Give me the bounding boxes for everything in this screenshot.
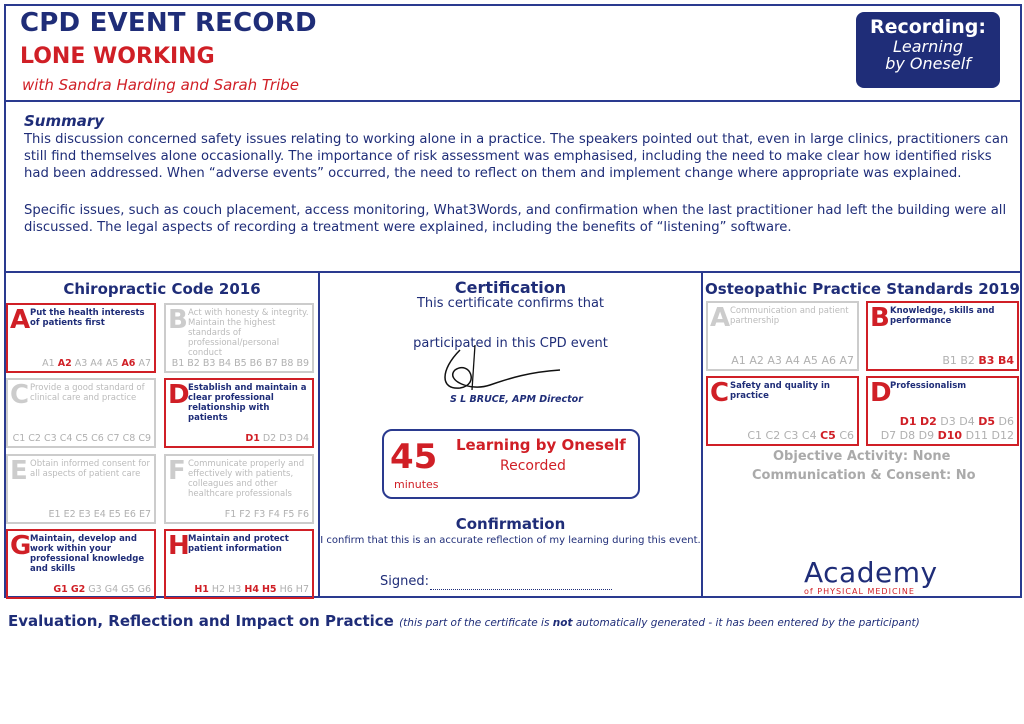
subcode: B6	[249, 358, 263, 369]
code-letter: A	[710, 303, 731, 333]
code-description: Put the health interests of patients first	[30, 308, 145, 328]
badge-line2: Learning	[892, 37, 964, 56]
subcode: C5	[75, 433, 89, 444]
evaluation-note	[399, 617, 920, 629]
director-signature	[430, 340, 570, 395]
note-pre: (this part of the certificate is	[399, 617, 553, 629]
subcode: C2	[28, 433, 41, 444]
code-subcodes	[13, 433, 151, 444]
academy-logo-subtitle: of PHYSICAL MEDICINE	[804, 587, 915, 596]
chiro-code-box-d	[164, 378, 314, 448]
subcode: B4	[997, 354, 1014, 367]
subcode: D2	[920, 415, 937, 428]
summary-box	[4, 101, 1022, 271]
code-subcodes	[942, 354, 1014, 367]
osteo-standard-box-a	[706, 301, 859, 371]
code-letter: F	[168, 456, 186, 486]
subcode: D10	[937, 429, 963, 442]
divider	[701, 271, 703, 598]
code-description: Safety and quality in practice	[730, 381, 830, 401]
code-subcodes	[172, 358, 309, 369]
presenters: with Sandra Harding and Sarah Tribe	[22, 76, 300, 94]
subcode: F6	[297, 509, 309, 520]
subcode: F2	[239, 509, 251, 520]
code-subcodes	[53, 584, 151, 595]
subcode: F5	[282, 509, 295, 520]
code-description: Establish and maintain a clear professional relationship with patients	[188, 383, 307, 423]
code-subcodes	[747, 429, 854, 442]
code-letter: D	[870, 378, 892, 408]
subcode: G2	[70, 584, 86, 595]
minutes-label: minutes	[394, 478, 439, 491]
subcode: B3	[978, 354, 995, 367]
subcode: E1	[48, 509, 61, 520]
chiro-code-box-g	[6, 529, 156, 599]
subcode: E2	[63, 509, 76, 520]
subcode: H3	[228, 584, 242, 595]
subcode: C1	[12, 433, 26, 444]
summary-heading: Summary	[24, 112, 105, 130]
communication-consent	[752, 468, 976, 483]
learning-status: Recorded	[500, 458, 566, 474]
subcode: C8	[122, 433, 136, 444]
subcode: A6	[821, 354, 836, 367]
confirmation-text: I confirm that this is an accurate reflection of my learning during this event.	[320, 535, 701, 546]
subcode: C2	[765, 429, 781, 442]
subcode: H4	[244, 584, 259, 595]
subcode: A5	[105, 358, 119, 369]
subcode: A3	[74, 358, 88, 369]
subcode: G6	[137, 584, 151, 595]
subcode: B8	[280, 358, 294, 369]
subcode: C7	[106, 433, 120, 444]
code-subcodes	[881, 429, 1014, 442]
subcode: A2	[749, 354, 764, 367]
subcode: A7	[138, 358, 151, 369]
subcode: D4	[295, 433, 309, 444]
subcode: E3	[78, 509, 91, 520]
certification-line2: participated in this CPD event	[413, 336, 608, 351]
subcode: D12	[991, 429, 1014, 442]
subcode: B5	[234, 358, 247, 369]
code-letter: D	[168, 380, 190, 410]
subcode: D3	[279, 433, 293, 444]
code-subcodes	[245, 433, 309, 444]
osteo-standard-box-b	[866, 301, 1019, 371]
objective-activity	[773, 449, 951, 464]
subcode: A2	[57, 358, 72, 369]
subcode: E5	[108, 509, 121, 520]
subcode: D2	[262, 433, 277, 444]
subcode: E7	[138, 509, 151, 520]
code-description: Professionalism	[890, 381, 967, 391]
code-subcodes	[42, 358, 151, 369]
code-letter: B	[168, 305, 188, 335]
chiro-code-box-b	[164, 303, 314, 373]
code-description: Communicate properly and effectively with patients, colleagues and other healthcare professionals	[188, 459, 305, 499]
subcode: A6	[121, 358, 136, 369]
code-letter: B	[870, 303, 890, 333]
subcode: D3	[940, 415, 956, 428]
subcode: A4	[785, 354, 800, 367]
signature-line[interactable]	[430, 589, 612, 590]
subcode: A7	[839, 354, 854, 367]
note-post: automatically generated - it has been entered by the participant)	[572, 617, 920, 629]
summary-paragraph-2: Specific issues, such as couch placement, access monitoring, What3Words, and confirmation when the last practitioner had left the building were all discussed. The legal aspects of recording a treatment were explained, including the benefits of “listening” software.	[24, 203, 1007, 235]
summary-paragraph-1: This discussion concerned safety issues relating to working alone in a practice. The speakers pointed out that, even in large clinics, practitioners can still find themselves alone occasionally. The importance of risk assessment was emphasised, including the need to make clear how identified risks had been addressed. When “adverse events” occurred, the need to reflect on them and implement change where appropriate was explained.	[24, 132, 1009, 181]
subcode: B3	[202, 358, 216, 369]
code-description: Knowledge, skills and performance	[890, 306, 995, 326]
director-name: S L BRUCE, APM Director	[450, 394, 583, 405]
code-subcodes	[225, 509, 309, 520]
subcode: C3	[783, 429, 799, 442]
certification-line1: This certificate confirms that	[416, 296, 605, 311]
subcode: C6	[839, 429, 854, 442]
subcode: D7	[880, 429, 897, 442]
subcode: H7	[295, 584, 309, 595]
subcode: D6	[998, 415, 1014, 428]
chiro-code-box-f	[164, 454, 314, 524]
page-title: CPD EVENT RECORD	[20, 8, 317, 38]
subcode: D1	[245, 433, 260, 444]
code-letter: G	[10, 531, 32, 561]
subcode: C6	[91, 433, 104, 444]
code-letter: C	[710, 378, 730, 408]
subcode: H6	[279, 584, 293, 595]
code-description: Communication and patient partnership	[730, 306, 849, 326]
learning-type: Learning by Oneself	[456, 436, 626, 454]
code-description: Provide a good standard of clinical care and practice	[30, 383, 145, 403]
code-letter: H	[168, 531, 190, 561]
subcode: A4	[90, 358, 103, 369]
chiro-code-box-c	[6, 378, 156, 448]
code-letter: A	[10, 305, 31, 335]
subcode: F3	[253, 509, 266, 520]
code-description: Maintain and protect patient information	[188, 534, 289, 554]
subcode: E4	[93, 509, 106, 520]
subcode: D11	[965, 429, 989, 442]
event-title: LONE WORKING	[20, 44, 215, 69]
subcode: A1	[42, 358, 55, 369]
subcode: B2	[960, 354, 975, 367]
note-bold: not	[552, 617, 573, 629]
subcode: B4	[218, 358, 232, 369]
recording-badge	[856, 12, 1000, 88]
subcode: B1	[942, 354, 957, 367]
objective-label: Objective Activity:	[773, 449, 909, 464]
comm-label: Communication & Consent:	[752, 468, 952, 483]
subcode: B2	[187, 358, 200, 369]
code-subcodes	[900, 415, 1014, 428]
chiro-code-box-e	[6, 454, 156, 524]
certification-title: Certification	[454, 278, 567, 297]
signed-label: Signed:	[380, 574, 429, 589]
subcode: A5	[803, 354, 818, 367]
subcode: E6	[123, 509, 136, 520]
chiro-code-box-a	[6, 303, 156, 373]
chiro-code-box-h	[164, 529, 314, 599]
subcode: C1	[747, 429, 763, 442]
osteo-standard-box-d	[866, 376, 1019, 446]
code-subcodes	[731, 354, 854, 367]
subcode: G3	[88, 584, 102, 595]
subcode: H5	[261, 584, 277, 595]
subcode: D9	[918, 429, 935, 442]
academy-logo: Academy	[804, 556, 938, 589]
subcode: D5	[978, 415, 996, 428]
confirmation-title: Confirmation	[455, 515, 566, 533]
osteo-standard-box-c	[706, 376, 859, 446]
subcode: C4	[59, 433, 73, 444]
subcode: G1	[53, 584, 68, 595]
subcode: A3	[767, 354, 782, 367]
badge-line3: by Oneself	[885, 54, 971, 73]
subcode: D8	[899, 429, 916, 442]
evaluation-title: Evaluation, Reflection and Impact on Practice	[8, 612, 394, 630]
code-letter: E	[10, 456, 28, 486]
subcode: A1	[731, 354, 746, 367]
code-description: Act with honesty & integrity. Maintain the highest standards of professional/personal conduct	[188, 308, 309, 358]
subcode: H1	[194, 584, 209, 595]
subcode: G4	[104, 584, 119, 595]
code-description: Obtain informed consent for all aspects of patient care	[30, 459, 151, 479]
code-subcodes	[48, 509, 151, 520]
subcode: D1	[899, 415, 917, 428]
subcode: C4	[801, 429, 817, 442]
code-description: Maintain, develop and work within your professional knowledge and skills	[30, 534, 145, 574]
badge-line1: Recording:	[869, 16, 987, 38]
subcode: B9	[296, 358, 309, 369]
chiro-title: Chiropractic Code 2016	[63, 280, 261, 298]
code-subcodes	[194, 584, 309, 595]
subcode: D4	[959, 415, 975, 428]
evaluation-heading	[8, 612, 920, 630]
subcode: H2	[211, 584, 226, 595]
minutes-value: 45	[390, 437, 438, 477]
subcode: C3	[44, 433, 57, 444]
code-letter: C	[10, 380, 30, 410]
subcode: F4	[268, 509, 280, 520]
subcode: C9	[138, 433, 151, 444]
objective-value: None	[912, 449, 951, 464]
divider	[318, 271, 320, 598]
subcode: G5	[121, 584, 135, 595]
subcode: F1	[224, 509, 237, 520]
comm-value: No	[955, 468, 976, 483]
subcode: C5	[820, 429, 836, 442]
subcode: B7	[265, 358, 278, 369]
subcode: B1	[171, 358, 185, 369]
osteo-title: Osteopathic Practice Standards 2019	[705, 280, 1020, 298]
